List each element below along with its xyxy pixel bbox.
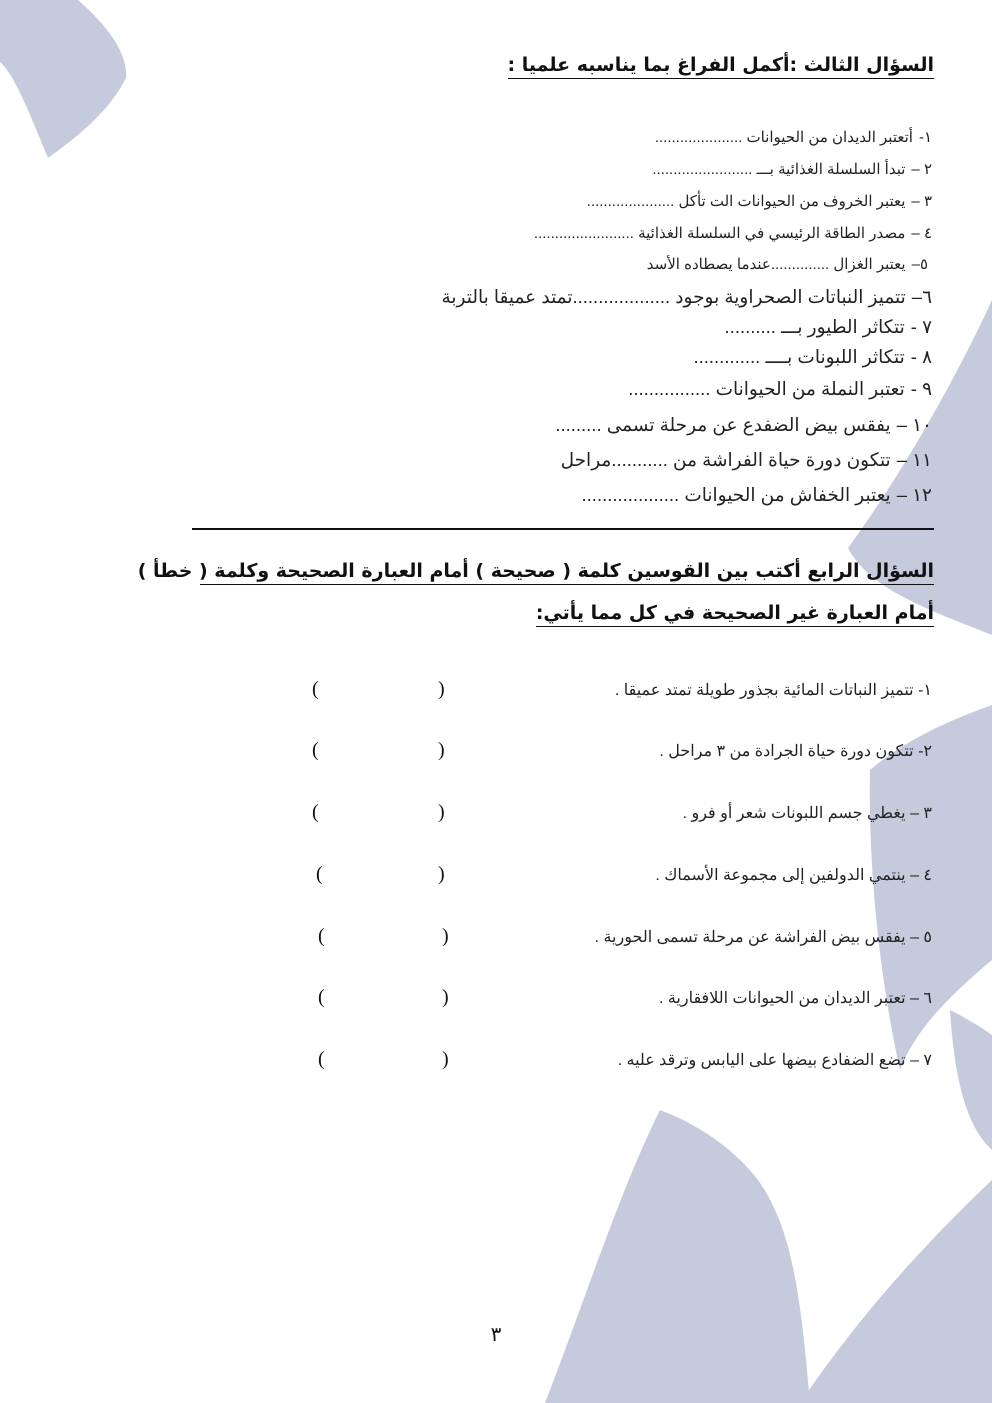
section3-instruction: :أكمل الفراغ بما يناسبه علميا bbox=[521, 54, 798, 76]
true-false-item: ٣ – يغطي جسم اللبونات شعر أو فرو . ( ) bbox=[312, 801, 932, 823]
section3-title: السؤال الثالث bbox=[803, 54, 934, 76]
answer-paren-close[interactable]: ) bbox=[318, 1048, 325, 1070]
fill-blank-item: ٦–تتميز النباتات الصحراوية بوجود ...................تمتد عميقا بالتربة bbox=[441, 286, 932, 307]
section3-heading bbox=[508, 54, 934, 79]
statement-text: تعتبر الديدان من الحيوانات اللافقارية . bbox=[658, 990, 906, 1007]
statement-text: يفقس بيض الفراشة عن مرحلة تسمى الحورية . bbox=[594, 929, 906, 946]
true-false-item: ١- تتميز النباتات المائية بجذور طويلة تمتد عميقا . ( ) bbox=[312, 678, 932, 700]
fill-blank-text: يعتبر الخفاش من الحيوانات ................... bbox=[581, 484, 891, 505]
fill-blank-item: ٧ -تتكاثر الطيور بـــ .......... bbox=[724, 316, 932, 337]
fill-blank-text: تتكون دورة حياة الفراشة من ...........مراحل bbox=[560, 449, 891, 470]
section4-instruction-line1: أكتب بين القوسين كلمة ( صحيحة ) أمام العبارة الصحيحة وكلمة ( خطأ ) bbox=[137, 560, 801, 582]
answer-paren-open[interactable]: ( bbox=[442, 986, 449, 1008]
statement-text: تتميز النباتات المائية بجذور طويلة تمتد عميقا . bbox=[614, 682, 914, 699]
fill-blank-item: ٢ –تبدأ السلسلة الغذائية بـــ ........................ bbox=[652, 161, 932, 178]
fill-blank-text: تتكاثر الطيور بـــ .......... bbox=[724, 316, 905, 337]
fill-blank-item: ١٢ –يعتبر الخفاش من الحيوانات ................... bbox=[581, 484, 932, 505]
fill-blank-text: يفقس بيض الضفدع عن مرحلة تسمى ......... bbox=[555, 414, 891, 435]
fill-blank-text: مصدر الطاقة الرئيسي في السلسلة الغذائية ........................ bbox=[533, 225, 906, 242]
answer-paren-close[interactable]: ) bbox=[312, 739, 319, 761]
section4-title: السؤال الرابع bbox=[807, 560, 934, 582]
section3-instruction-tail: : bbox=[507, 54, 516, 76]
fill-blank-text: تعتبر النملة من الحيوانات ................ bbox=[628, 378, 905, 399]
answer-paren-open[interactable]: ( bbox=[442, 925, 449, 947]
page-number: ٣ bbox=[490, 1324, 502, 1346]
answer-paren-open[interactable]: ( bbox=[438, 739, 445, 761]
answer-paren-close[interactable]: ) bbox=[312, 678, 319, 700]
fill-blank-item: ٥–يعتبر الغزال ..............عندما يصطاده الأسد bbox=[646, 256, 928, 273]
section4-heading bbox=[137, 560, 934, 585]
fill-blank-item: ٨ -تتكاثر اللبونات بــــ ............. bbox=[693, 346, 932, 367]
answer-paren-close[interactable]: ) bbox=[312, 801, 319, 823]
answer-paren-open[interactable]: ( bbox=[438, 863, 445, 885]
statement-text: ينتمي الدولفين إلى مجموعة الأسماك . bbox=[655, 867, 906, 884]
fill-blank-item: ٩ -تعتبر النملة من الحيوانات ................ bbox=[628, 378, 932, 399]
answer-paren-open[interactable]: ( bbox=[438, 678, 445, 700]
section4-instruction-line2: أمام العبارة غير الصحيحة في كل مما يأتي bbox=[543, 602, 934, 624]
answer-paren-open[interactable]: ( bbox=[438, 801, 445, 823]
true-false-item: ٦ – تعتبر الديدان من الحيوانات اللافقارية . ( ) bbox=[318, 986, 932, 1008]
fill-blank-text: تتميز النباتات الصحراوية بوجود ...................تمتد عميقا بالتربة bbox=[441, 286, 906, 307]
fill-blank-text: أتعتبر الديدان من الحيوانات ..................... bbox=[654, 129, 913, 146]
true-false-item: ٥ – يفقس بيض الفراشة عن مرحلة تسمى الحورية . ( ) bbox=[318, 925, 932, 947]
true-false-item: ٤ – ينتمي الدولفين إلى مجموعة الأسماك . ( ) bbox=[316, 863, 932, 885]
fill-blank-item: ١-أتعتبر الديدان من الحيوانات ..................... bbox=[654, 129, 932, 146]
answer-paren-close[interactable]: ) bbox=[318, 925, 325, 947]
fill-blank-item: ٣ –يعتبر الخروف من الحيوانات الت تأكل ..................... bbox=[586, 193, 932, 210]
true-false-item: ٢- تتكون دورة حياة الجرادة من ٣ مراحل . ( ) bbox=[312, 739, 932, 761]
fill-blank-text: تتكاثر اللبونات بــــ ............. bbox=[693, 346, 905, 367]
fill-blank-text: تبدأ السلسلة الغذائية بـــ ........................ bbox=[652, 161, 906, 178]
true-false-item: ٧ – تضع الضفادع بيضها على اليابس وترقد عليه . ( ) bbox=[318, 1048, 932, 1070]
answer-paren-close[interactable]: ) bbox=[316, 863, 323, 885]
fill-blank-item: ١١ –تتكون دورة حياة الفراشة من ...........مراحل bbox=[560, 449, 932, 470]
fill-blank-item: ٤ –مصدر الطاقة الرئيسي في السلسلة الغذائية ........................ bbox=[533, 225, 932, 242]
section-divider bbox=[192, 528, 934, 530]
section4-heading-line2 bbox=[536, 602, 934, 627]
fill-blank-text: يعتبر الغزال ..............عندما يصطاده الأسد bbox=[646, 256, 906, 273]
fill-blank-text: يعتبر الخروف من الحيوانات الت تأكل ..................... bbox=[586, 193, 906, 210]
fill-blank-item: ١٠ –يفقس بيض الضفدع عن مرحلة تسمى ......... bbox=[555, 414, 932, 435]
statement-text: تتكون دورة حياة الجرادة من ٣ مراحل . bbox=[659, 743, 914, 760]
statement-text: تضع الضفادع بيضها على اليابس وترقد عليه . bbox=[617, 1052, 906, 1069]
answer-paren-open[interactable]: ( bbox=[442, 1048, 449, 1070]
statement-text: يغطي جسم اللبونات شعر أو فرو . bbox=[682, 805, 906, 822]
section4-instruction-line2-tail: : bbox=[535, 602, 544, 624]
answer-paren-close[interactable]: ) bbox=[318, 986, 325, 1008]
